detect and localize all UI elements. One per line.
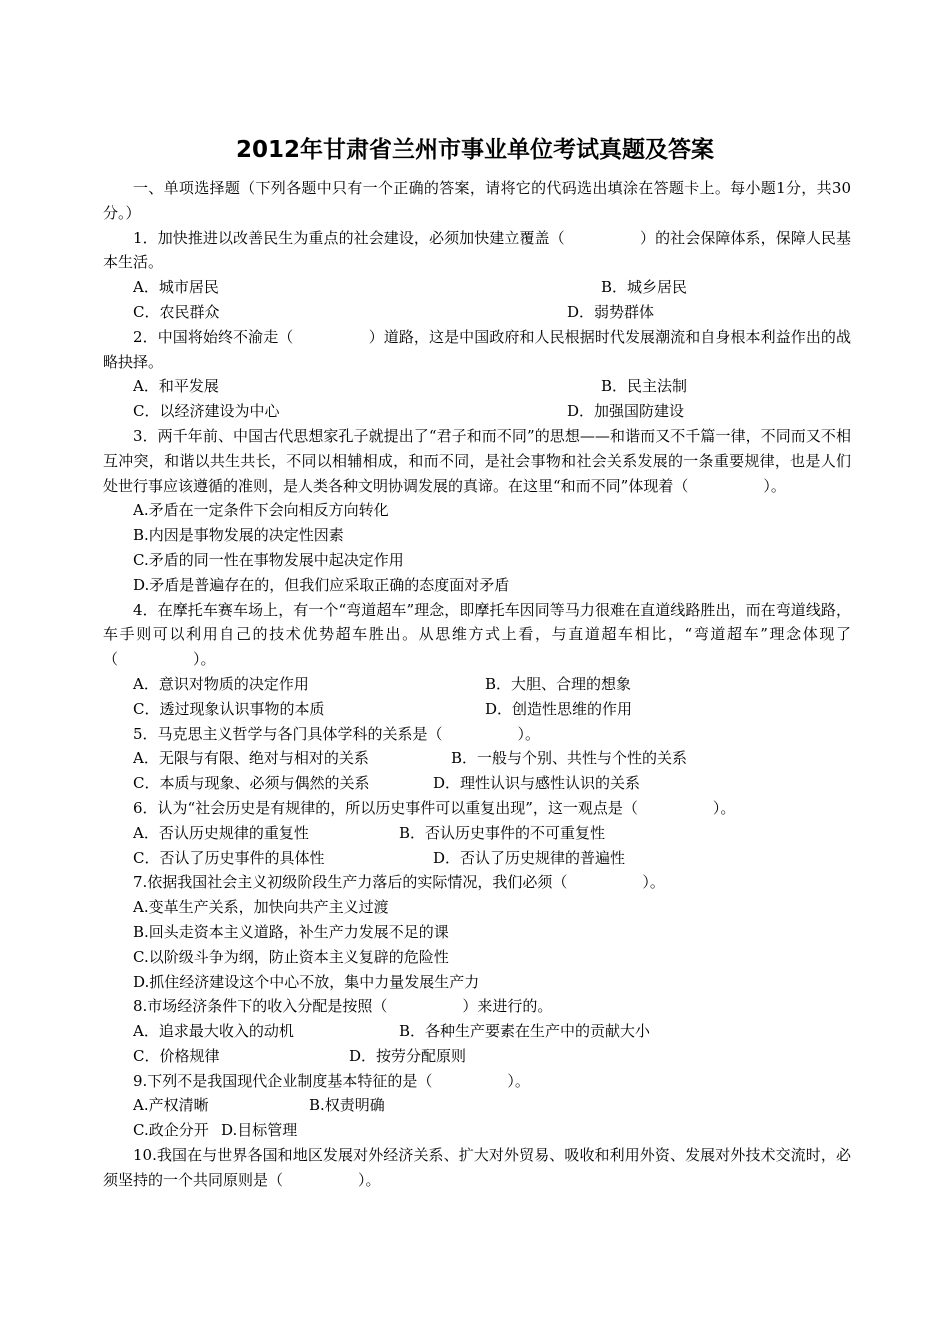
options-row bbox=[103, 1093, 851, 1118]
option-b: B．城乡居民 bbox=[601, 278, 688, 297]
options-row bbox=[103, 300, 851, 325]
option-b: B．一般与个别、共性与个性的关系 bbox=[451, 749, 688, 768]
option-c: C.政企分开 bbox=[133, 1121, 209, 1140]
option-a: A．追求最大收入的动机 bbox=[133, 1022, 294, 1041]
options-row bbox=[103, 1044, 851, 1069]
options-row bbox=[103, 399, 851, 424]
option-d: D.目标管理 bbox=[221, 1121, 298, 1140]
option-b: B.权责明确 bbox=[309, 1096, 385, 1115]
options-row bbox=[103, 672, 851, 697]
option-b: B．否认历史事件的不可重复性 bbox=[399, 823, 606, 842]
option-c: C.以阶级斗争为纲，防止资本主义复辟的危险性 bbox=[133, 947, 449, 966]
option-a: A．城市居民 bbox=[133, 278, 219, 297]
section-heading: 一、单项选择题（下列各题中只有一个正确的答案，请将它的代码选出填涂在答题卡上。每小题1分，共30分。） bbox=[103, 179, 851, 222]
option-a: A．无限与有限、绝对与相对的关系 bbox=[133, 749, 369, 768]
question-8: 8.市场经济条件下的收入分配是按照（ ）来进行的。 bbox=[133, 997, 553, 1016]
option-a: A.产权清晰 bbox=[133, 1096, 209, 1115]
option-a: A．否认历史规律的重复性 bbox=[133, 823, 309, 842]
option-a: A.变革生产关系，加快向共产主义过渡 bbox=[133, 898, 389, 917]
option-a: A．意识对物质的决定作用 bbox=[133, 674, 309, 693]
option-b: B.内因是事物发展的决定性因素 bbox=[133, 526, 344, 545]
options-row bbox=[103, 1118, 851, 1143]
option-d: D．否认了历史规律的普遍性 bbox=[433, 848, 626, 867]
question-1: 1．加快推进以改善民生为重点的社会建设，必须加快建立覆盖（ ）的社会保障体系，保障人民基本生活。 bbox=[103, 228, 851, 272]
option-a: A.矛盾在一定条件下会向相反方向转化 bbox=[133, 501, 389, 520]
option-c: C．透过现象认识事物的本质 bbox=[133, 699, 325, 718]
option-b: B．各种生产要素在生产中的贡献大小 bbox=[399, 1022, 651, 1041]
options-row bbox=[103, 1019, 851, 1044]
option-c: C.矛盾的同一性在事物发展中起决定作用 bbox=[133, 550, 404, 569]
option-d: D.矛盾是普遍存在的，但我们应采取正确的态度面对矛盾 bbox=[133, 575, 510, 594]
page-title: 2012年甘肃省兰州市事业单位考试真题及答案 bbox=[235, 137, 714, 163]
option-d: D．按劳分配原则 bbox=[349, 1046, 467, 1065]
option-c: C．价格规律 bbox=[133, 1046, 220, 1065]
option-c: C．否认了历史事件的具体性 bbox=[133, 848, 325, 867]
options-row bbox=[103, 821, 851, 846]
options-row bbox=[103, 771, 851, 796]
option-d: D．创造性思维的作用 bbox=[485, 699, 633, 718]
option-a: A．和平发展 bbox=[133, 377, 219, 396]
option-c: C．本质与现象、必须与偶然的关系 bbox=[133, 774, 370, 793]
options-row bbox=[103, 746, 851, 771]
question-9: 9.下列不是我国现代企业制度基本特征的是（ ）。 bbox=[133, 1071, 530, 1090]
options-row bbox=[103, 846, 851, 871]
question-5: 5．马克思主义哲学与各门具体学科的关系是（ ）。 bbox=[133, 724, 541, 743]
question-7: 7.依据我国社会主义初级阶段生产力落后的实际情况，我们必须（ ）。 bbox=[133, 873, 665, 892]
exam-content bbox=[103, 176, 851, 1193]
option-c: C．以经济建设为中心 bbox=[133, 402, 280, 421]
question-10: 10.我国在与世界各国和地区发展对外经济关系、扩大对外贸易、吸收和利用外资、发展对外技术交流时，必须坚持的一个共同原则是（ ）。 bbox=[103, 1146, 851, 1189]
option-b: B．大胆、合理的想象 bbox=[485, 674, 632, 693]
option-d: D．加强国防建设 bbox=[567, 402, 685, 421]
option-d: D．弱势群体 bbox=[567, 302, 655, 321]
option-c: C．农民群众 bbox=[133, 302, 220, 321]
option-d: D.抓住经济建设这个中心不放，集中力量发展生产力 bbox=[133, 972, 480, 991]
question-4: 4．在摩托车赛车场上，有一个“弯道超车”理念，即摩托车因同等马力很难在直道线路胜出，而在弯道线路，车手则可以利用自己的技术优势超车胜出。从思维方式上看，与直道超车相比，“弯道超车”理念体现了（ ）。 bbox=[103, 600, 851, 669]
option-b: B．民主法制 bbox=[601, 377, 688, 396]
question-3: 3．两千年前、中国古代思想家孔子就提出了“君子和而不同”的思想——和谐而又不千篇一律，不同而又不相互冲突，和谐以共生共长，不同以相辅相成，和而不同，是社会事物和社会关系发展的一条重要规律，也是人们处世行事应该遵循的准则，是人类各种文明协调发展的真谛。在这里“和而不同”体现着（ ）。 bbox=[103, 426, 851, 495]
options-row bbox=[103, 275, 851, 300]
question-6: 6．认为“社会历史是有规律的，所以历史事件可以重复出现”，这一观点是（ ）。 bbox=[133, 798, 736, 817]
question-2: 2．中国将始终不渝走（ ）道路，这是中国政府和人民根据时代发展潮流和自身根本利益作出的战略抉择。 bbox=[103, 327, 851, 371]
options-row bbox=[103, 697, 851, 722]
option-d: D．理性认识与感性认识的关系 bbox=[433, 774, 641, 793]
option-b: B.回头走资本主义道路，补生产力发展不足的课 bbox=[133, 922, 449, 941]
options-row bbox=[103, 374, 851, 399]
